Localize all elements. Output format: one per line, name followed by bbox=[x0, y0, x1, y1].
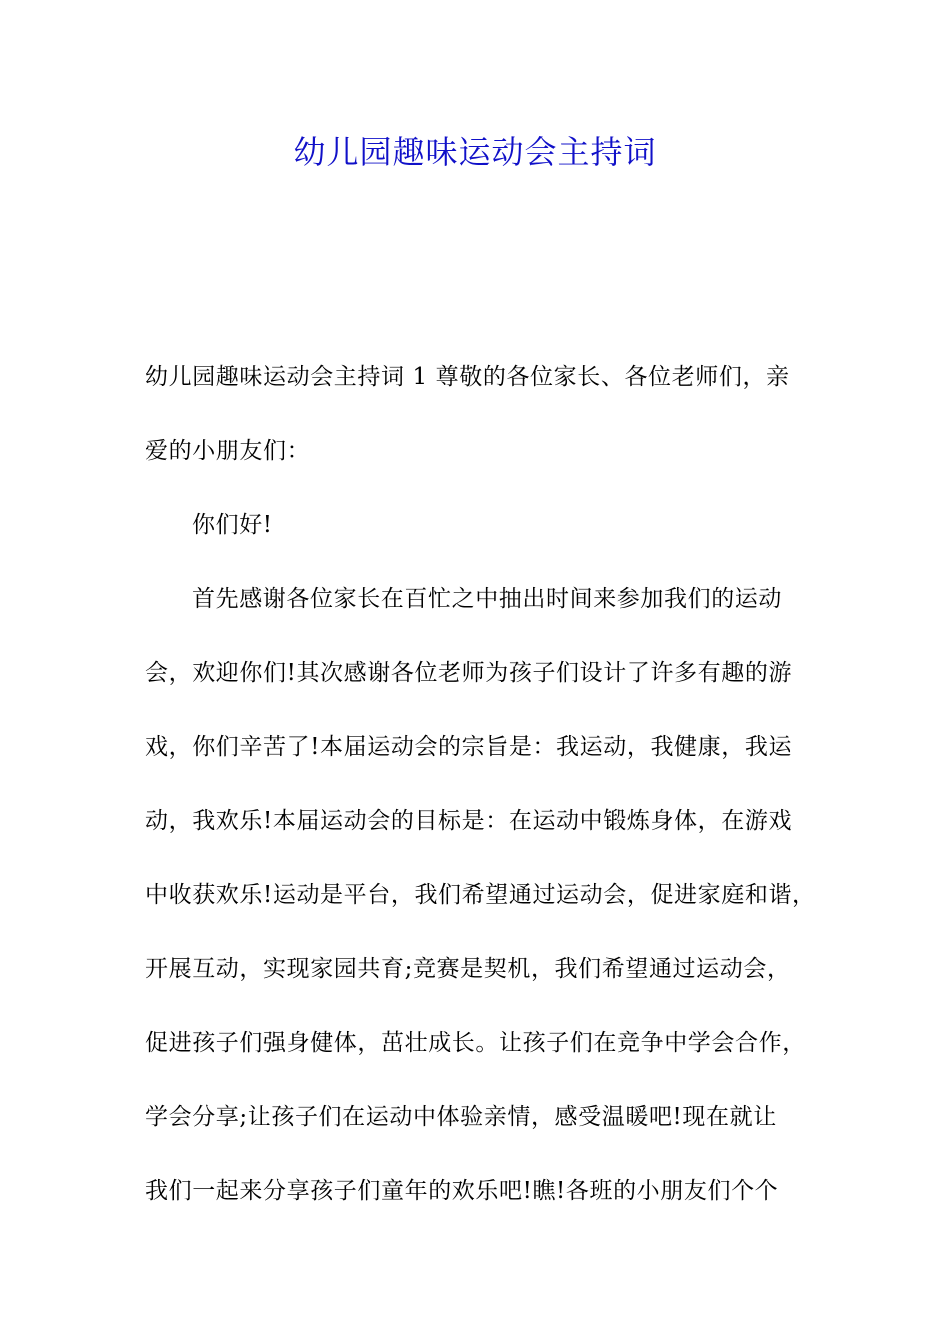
text-line: 中收获欢乐!运动是平台，我们希望通过运动会，促进家庭和谐， bbox=[145, 882, 816, 908]
text-line: 促进孩子们强身健体，茁壮成长。让孩子们在竞争中学会合作， bbox=[145, 1030, 806, 1056]
text-line: 幼儿园趣味运动会主持词 1 尊敬的各位家长、各位老师们，亲 bbox=[145, 364, 790, 390]
text-line: 学会分享;让孩子们在运动中体验亲情，感受温暖吧!现在就让 bbox=[145, 1104, 777, 1130]
document-title: 幼儿园趣味运动会主持词 bbox=[293, 133, 657, 171]
text-line: 爱的小朋友们： bbox=[145, 438, 311, 464]
text-line: 你们好! bbox=[192, 512, 273, 538]
text-line: 戏，你们辛苦了!本届运动会的宗旨是：我运动，我健康，我运 bbox=[145, 734, 793, 760]
text-line: 首先感谢各位家长在百忙之中抽出时间来参加我们的运动 bbox=[192, 586, 782, 612]
text-line: 动，我欢乐!本届运动会的目标是：在运动中锻炼身体，在游戏 bbox=[145, 808, 793, 834]
text-line: 我们一起来分享孩子们童年的欢乐吧!瞧!各班的小朋友们个个 bbox=[145, 1178, 779, 1204]
text-line: 会，欢迎你们!其次感谢各位老师为孩子们设计了许多有趣的游 bbox=[145, 660, 793, 686]
text-line: 开展互动，实现家园共育;竞赛是契机，我们希望通过运动会， bbox=[145, 956, 791, 982]
document-body bbox=[145, 340, 825, 1228]
